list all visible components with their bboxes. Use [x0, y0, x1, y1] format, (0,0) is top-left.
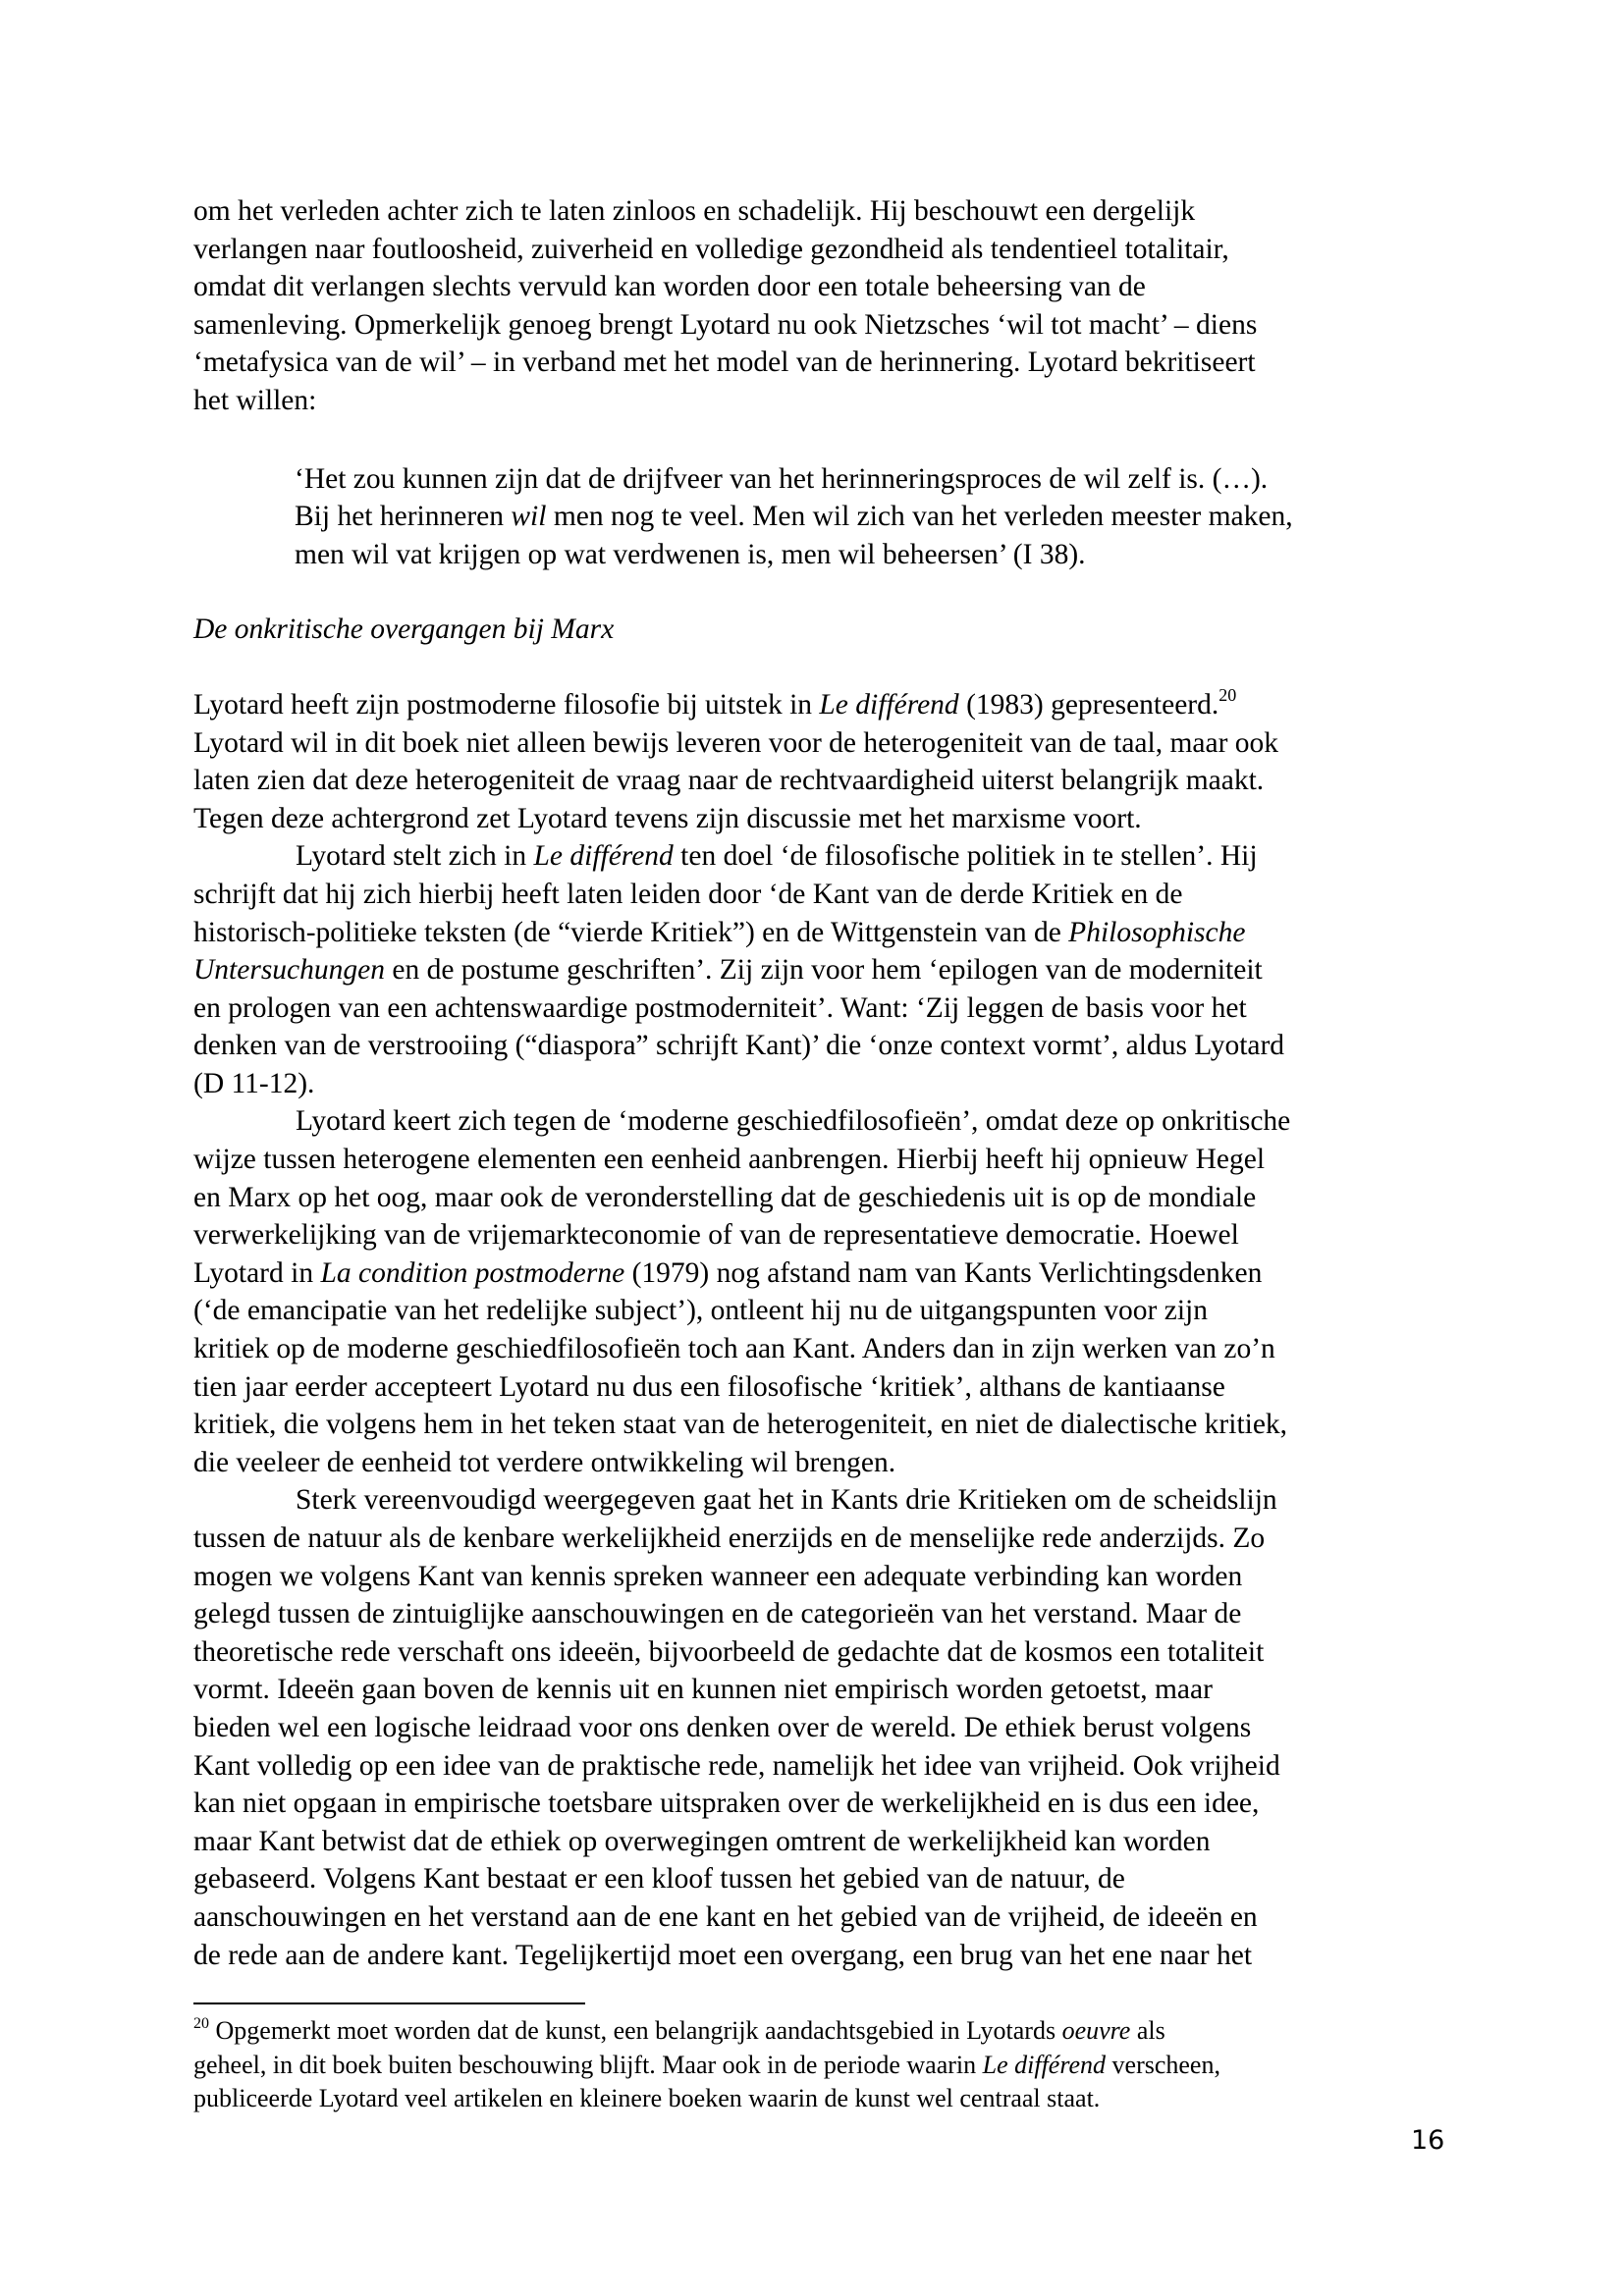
text-line [295, 498, 1440, 536]
text-line: Sterk vereenvoudigd weergegeven gaat het in Kants drie Kritieken om de scheidslijn [296, 1484, 1277, 1517]
page-number: 16 [1411, 2125, 1445, 2156]
block-quote [295, 460, 1440, 574]
text-line: vormt. Ideeën gaan boven de kennis uit en kunnen niet empirisch worden getoetst, maar [193, 1674, 1213, 1706]
text-line: gebaseerd. Volgens Kant bestaat er een kloof tussen het gebied van de natuur, de [193, 1863, 1125, 1896]
text-run: men nog te veel. Men wil zich van het verleden meester maken, [546, 501, 1293, 533]
paragraph [193, 686, 1440, 837]
text-run: geheel, in dit boek buiten beschouwing blijft. Maar ook in de periode waarin [193, 2050, 983, 2079]
text-line: denken van de verstrooiing (“diaspora” schrijft Kant)’ die ‘onze context vormt’, aldus Lyotard [193, 1030, 1285, 1062]
footnote [193, 2014, 1440, 2116]
text-run: Bij het herinneren [295, 501, 512, 533]
text-line: samenleving. Opmerkelijk genoeg brengt Lyotard nu ook Nietzsches ‘wil tot macht’ – diens [193, 308, 1258, 341]
text-line: (‘de emancipatie van het redelijke subject’), ontleent hij nu de uitgangspunten voor zijn [193, 1295, 1208, 1327]
text-line: laten zien dat deze heterogeniteit de vraag naar de rechtvaardigheid uiterst belangrijk maakt. [193, 765, 1265, 797]
text-line: de rede aan de andere kant. Tegelijkertijd moet een overgang, een brug van het ene naar het [193, 1939, 1253, 1971]
text-line: bieden wel een logische leidraad voor ons denken over de wereld. De ethiek berust volgens [193, 1711, 1252, 1743]
italic-text: Le différend [982, 2050, 1107, 2079]
text-line: omdat dit verlangen slechts vervuld kan worden door een totale beheersing van de [193, 271, 1146, 303]
text-line: wijze tussen heterogene elementen een eenheid aanbrengen. Hierbij heeft hij opnieuw Hegel [193, 1144, 1266, 1176]
text-line: en prologen van een achtenswaardige postmoderniteit’. Want: ‘Zij leggen de basis voor het [193, 991, 1247, 1024]
paragraph [193, 837, 1440, 1102]
italic-text: oeuvre [1061, 2016, 1131, 2045]
text-run: Lyotard in [193, 1256, 321, 1289]
text-line: men wil vat krijgen op wat verdwenen is, men wil beheersen’ (I 38). [295, 538, 1086, 570]
text-line: gelegd tussen de zintuiglijke aanschouwingen en de categorieën van het verstand. Maar de [193, 1598, 1242, 1630]
text-line: publiceerde Lyotard veel artikelen en kleinere boeken waarin de kunst wel centraal staat. [193, 2084, 1101, 2112]
text-line: schrijft dat hij zich hierbij heeft laten leiden door ‘de Kant van de derde Kritiek en de [193, 878, 1183, 910]
text-run: (1979) nog afstand nam van Kants Verlichtingsdenken [624, 1256, 1263, 1289]
text-line: theoretische rede verschaft ons ideeën, bijvoorbeeld de gedachte dat de kosmos een totaliteit [193, 1635, 1265, 1668]
text-run: Lyotard heeft zijn postmoderne filosofie bij uitstek in [193, 688, 820, 721]
italic-text: wil [511, 501, 547, 533]
text-line: en Marx op het oog, maar ook de veronderstelling dat de geschiedenis uit is op de mondiale [193, 1181, 1257, 1213]
text-run: ten doel ‘de filosofische politiek in te stellen’. Hij [673, 840, 1258, 873]
text-line: verwerkelijking van de vrijemarkteconomie of van de representatieve democratie. Hoewel [193, 1219, 1239, 1252]
text-line [193, 686, 1440, 724]
footnote-separator [193, 2002, 585, 2004]
text-run: en de postume geschriften’. Zij zijn voor hem ‘epilogen van de moderniteit [385, 954, 1263, 987]
text-line: kritiek op de moderne geschiedfilosofieën toch aan Kant. Anders dan in zijn werken van zo’n [193, 1333, 1275, 1365]
text-line [193, 951, 1440, 989]
text-line: kritiek, die volgens hem in het teken staat van de heterogeniteit, en niet de dialectische kritiek, [193, 1409, 1288, 1441]
text-line: tussen de natuur als de kenbare werkelijkheid enerzijds en de menselijke rede anderzijds. Zo [193, 1522, 1266, 1554]
text-line: het willen: [193, 384, 317, 416]
text-line: die veeleer de eenheid tot verdere ontwikkeling wil brengen. [193, 1446, 896, 1478]
text-line: ‘metafysica van de wil’ – in verband met het model van de herinnering. Lyotard bekritiseert [193, 347, 1256, 379]
text-run: (1983) gepresenteerd. [958, 688, 1219, 721]
text-line: Tegen deze achtergrond zet Lyotard tevens zijn discussie met het marxisme voort. [193, 802, 1142, 834]
text-line [193, 2049, 1440, 2083]
text-line: maar Kant betwist dat de ethiek op overwegingen omtrent de werkelijkheid kan worden [193, 1825, 1211, 1857]
paragraph [193, 1481, 1440, 1974]
section-heading: De onkritische overgangen bij Marx [193, 614, 615, 646]
footnote-reference: 20 [1218, 684, 1237, 705]
footnote-number: 20 [193, 2015, 209, 2032]
text-line: (D 11-12). [193, 1067, 315, 1099]
text-line: om het verleden achter zich te laten zinloos en schadelijk. Hij beschouwt een dergelijk [193, 195, 1196, 227]
body-text [193, 192, 1440, 1974]
italic-text: Untersuchungen [193, 954, 385, 987]
text-line: Kant volledig op een idee van de praktische rede, namelijk het idee van vrijheid. Ook vrijheid [193, 1749, 1280, 1782]
text-line: Lyotard wil in dit boek niet alleen bewijs leveren voor de heterogeniteit van de taal, maar ook [193, 726, 1279, 759]
text-line: aanschouwingen en het verstand aan de ene kant en het gebied van de vrijheid, de ideeën en [193, 1900, 1258, 1933]
text-line: kan niet opgaan in empirische toetsbare uitspraken over de werkelijkheid en is dus een idee, [193, 1788, 1260, 1820]
text-line [193, 2014, 1440, 2049]
text-line: tien jaar eerder accepteert Lyotard nu dus een filosofische ‘kritiek’, althans de kantiaanse [193, 1370, 1225, 1403]
italic-text: Philosophische [1068, 916, 1246, 948]
text-line [193, 914, 1440, 952]
paragraph [193, 1102, 1440, 1481]
text-run: Opgemerkt moet worden dat de kunst, een belangrijk aandachtsgebied in Lyotards [209, 2016, 1062, 2045]
italic-text: La condition postmoderne [320, 1256, 625, 1289]
italic-text: Le différend [819, 688, 959, 721]
text-run: verscheen, [1106, 2050, 1220, 2079]
text-line: verlangen naar foutloosheid, zuiverheid en volledige gezondheid als tendentieel totalitair, [193, 233, 1229, 265]
italic-text: Le différend [533, 840, 674, 873]
text-run: historisch-politieke teksten (de “vierde Kritiek”) en de Wittgenstein van de [193, 916, 1069, 948]
text-line: ‘Het zou kunnen zijn dat de drijfveer van het herinneringsproces de wil zelf is. (…). [295, 462, 1269, 495]
text-line [193, 837, 1440, 876]
text-line: Lyotard keert zich tegen de ‘moderne geschiedfilosofieën’, omdat deze op onkritische [296, 1105, 1291, 1138]
paragraph-continuation [193, 192, 1440, 420]
text-run: als [1130, 2016, 1165, 2045]
text-line [193, 1255, 1440, 1293]
text-line: mogen we volgens Kant van kennis spreken wanneer een adequate verbinding kan worden [193, 1560, 1243, 1592]
text-run: Lyotard stelt zich in [296, 840, 534, 873]
